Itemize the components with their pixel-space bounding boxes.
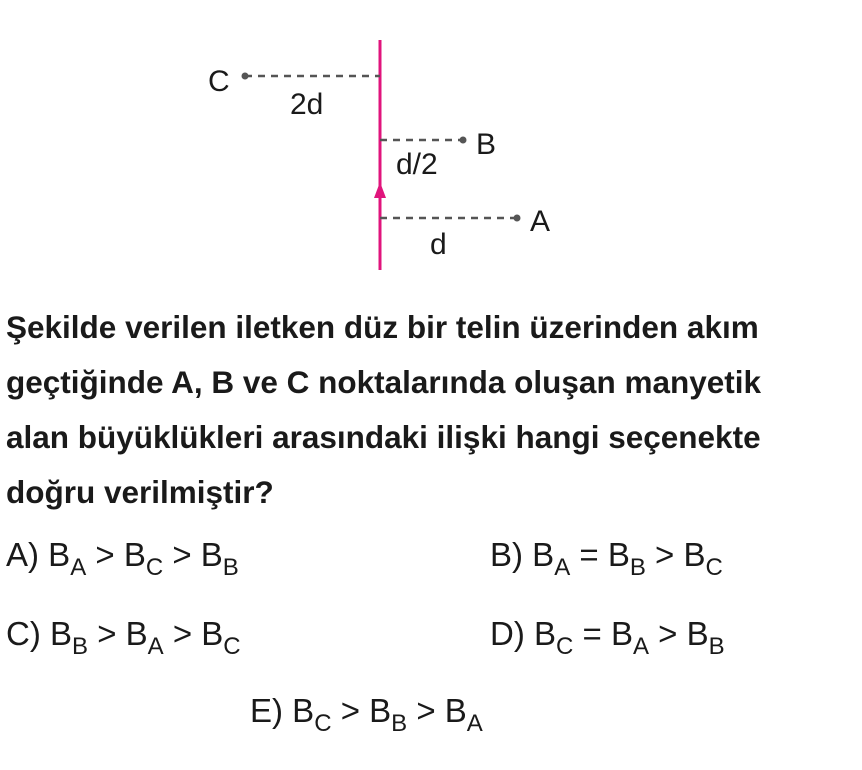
operator: > (407, 692, 445, 729)
field-term: $B_A$ (444, 692, 483, 737)
wire-diagram (0, 0, 862, 290)
question-text (6, 300, 856, 520)
option-letter: C) (6, 615, 50, 652)
field-term: $B_B$ (369, 692, 408, 737)
option-letter: B) (490, 536, 533, 573)
field-term: $B_A$ (125, 615, 164, 660)
option-letter: D) (490, 615, 534, 652)
distance-a-label: d (430, 228, 447, 261)
operator: > (88, 615, 126, 652)
field-term: $B_A$ (532, 536, 571, 581)
operator: = (570, 536, 608, 573)
field-term: $B_B$ (607, 536, 646, 581)
distance-b-label: d/2 (396, 148, 438, 181)
current-arrow-icon (374, 182, 386, 198)
option-d[interactable] (490, 615, 725, 660)
field-term: $B_C$ (201, 615, 241, 660)
field-term: $B_A$ (610, 615, 649, 660)
field-term: $B_B$ (200, 536, 239, 581)
field-term: $B_B$ (686, 615, 725, 660)
operator: > (331, 692, 370, 729)
point-a-dot (514, 215, 521, 222)
operator: = (573, 615, 611, 652)
operator: > (163, 536, 201, 573)
option-b[interactable] (490, 536, 723, 581)
field-term: $B_B$ (50, 615, 89, 660)
distance-c-label: 2d (290, 88, 324, 121)
point-c-label: C (208, 65, 230, 98)
field-term: $B_C$ (534, 615, 574, 660)
operator: > (163, 615, 202, 652)
option-a[interactable] (6, 536, 239, 581)
option-e[interactable] (250, 692, 483, 737)
point-b-label: B (476, 128, 497, 161)
question-line: doğru verilmiştir? (6, 474, 274, 510)
point-a-label: A (530, 205, 551, 238)
question-line: alan büyüklükleri arasındaki ilişki hangi seçenekte (6, 419, 761, 455)
question-line: geçtiğinde A, B ve C noktalarında oluşan manyetik (6, 364, 762, 400)
point-c-dot (242, 73, 249, 80)
option-c[interactable] (6, 615, 241, 660)
option-letter: E) (250, 692, 293, 729)
question-line: Şekilde verilen iletken düz bir telin üzerinden akım (6, 309, 759, 345)
operator: > (86, 536, 124, 573)
field-term: $B_C$ (292, 692, 332, 737)
field-term: $B_C$ (683, 536, 723, 581)
operator: > (649, 615, 687, 652)
field-term: $B_C$ (123, 536, 164, 581)
operator: > (645, 536, 684, 573)
point-b-dot (460, 137, 467, 144)
field-term: $B_A$ (48, 536, 87, 581)
option-letter: A) (6, 536, 49, 573)
